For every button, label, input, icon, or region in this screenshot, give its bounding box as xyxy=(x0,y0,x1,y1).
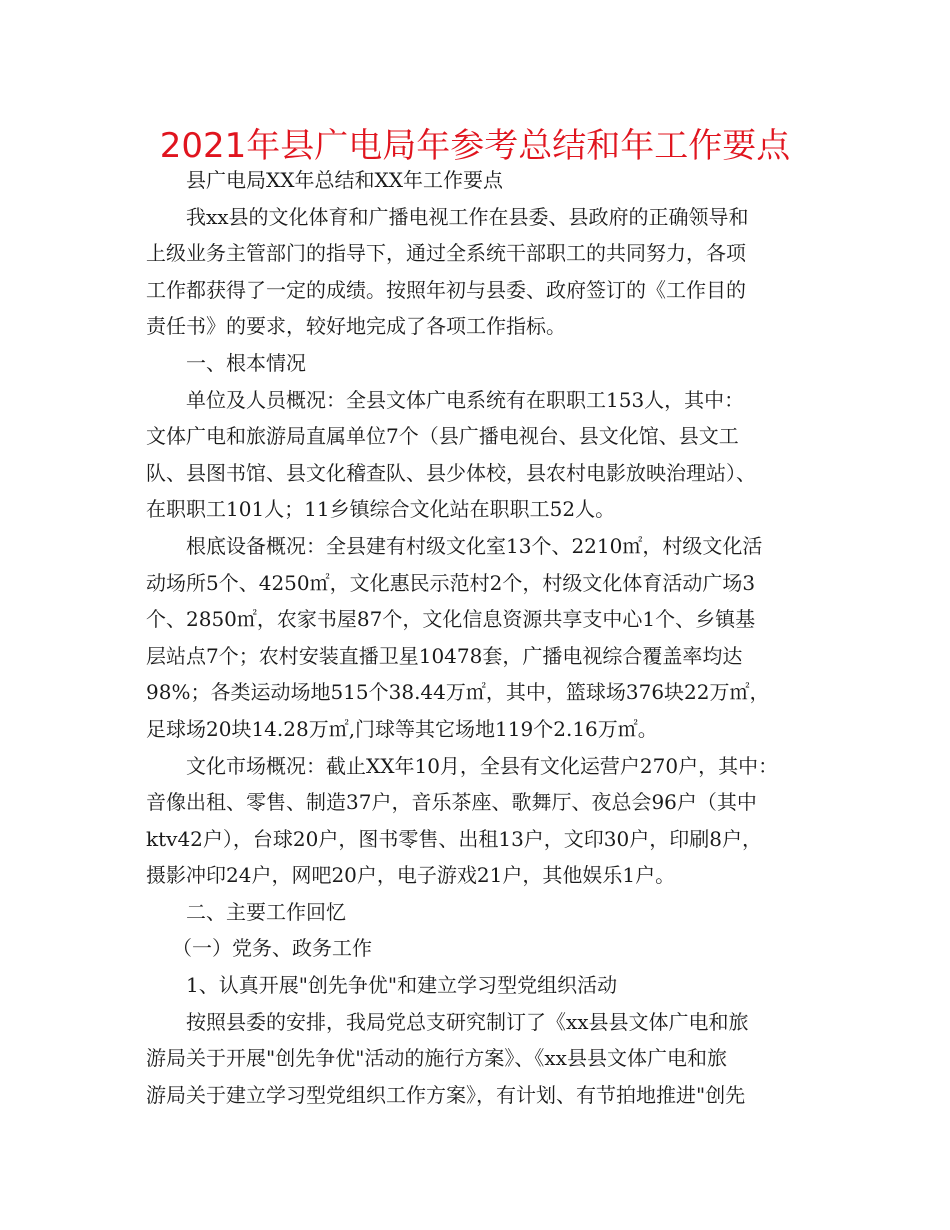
text-line: 按照县委的安排，我局党总支研究制订了《xx县县文体广电和旅 xyxy=(186,1009,749,1034)
text-line: 文体广电和旅游局直属单位7个（县广播电视台、县文化馆、县文工 xyxy=(146,424,739,449)
text-line: 足球场20块14.28万㎡,门球等其它场地119个2.16万㎡。 xyxy=(146,716,658,741)
text-line: 层站点7个；农村安装直播卫星10478套，广播电视综合覆盖率均达 xyxy=(146,643,743,668)
text-line: 单位及人员概况：全县文体广电系统有在职职工153人，其中： xyxy=(186,387,745,412)
document-title: 2021年县广电局年参考总结和年工作要点 xyxy=(159,126,791,166)
text-line: 队、县图书馆、县文化稽查队、县少体校，县农村电影放映治理站）、 xyxy=(146,460,756,485)
text-line: 县广电局XX年总结和XX年工作要点 xyxy=(186,168,503,192)
text-line: （一）党务、政务工作 xyxy=(172,936,372,961)
text-line: 责任书》的要求，较好地完成了各项工作指标。 xyxy=(146,314,566,339)
text-line: 二、主要工作回忆 xyxy=(186,899,346,924)
text-line: 1、认真开展"创先争优"和建立学习型党组织活动 xyxy=(186,973,618,998)
text-line: 动场所5个、4250㎡，文化惠民示范村2个，村级文化体育活动广场3 xyxy=(146,570,756,595)
document-body xyxy=(146,162,822,1113)
text-line: 根底设备概况：全县建有村级文化室13个、2210㎡，村级文化活 xyxy=(186,533,763,558)
text-line: 在职职工101人；11乡镇综合文化站在职职工52人。 xyxy=(146,497,616,522)
text-line: 游局关于开展"创先争优"活动的施行方案》、《xx县县文体广电和旅 xyxy=(146,1046,727,1071)
text-line: ktv42户），台球20户，图书零售、出租13户，文印30户，印刷8户， xyxy=(146,826,762,851)
text-line: 摄影冲印24户，网吧20户，电子游戏21户，其他娱乐1户。 xyxy=(146,863,676,888)
text-line: 上级业务主管部门的指导下，通过全系统干部职工的共同努力，各项 xyxy=(146,241,746,266)
text-line: 文化市场概况：截止XX年10月，全县有文化运营户270户，其中： xyxy=(186,753,779,778)
text-line: 98%；各类运动场地515个38.44万㎡，其中，篮球场376块22万㎡， xyxy=(146,680,770,705)
text-line: 工作都获得了一定的成绩。按照年初与县委、政府签订的《工作目的 xyxy=(146,277,746,302)
text-line: 一、根本情况 xyxy=(186,350,306,375)
text-line: 游局关于建立学习型党组织工作方案》，有计划、有节拍地推进"创先 xyxy=(146,1082,746,1107)
text-line: 音像出租、零售、制造37户，音乐茶座、歌舞厅、夜总会96户（其中 xyxy=(146,790,757,815)
text-line: 我xx县的文化体育和广播电视工作在县委、县政府的正确领导和 xyxy=(186,204,749,229)
text-line: 个、2850㎡，农家书屋87个，文化信息资源共享支中心1个、乡镇基 xyxy=(146,607,756,632)
